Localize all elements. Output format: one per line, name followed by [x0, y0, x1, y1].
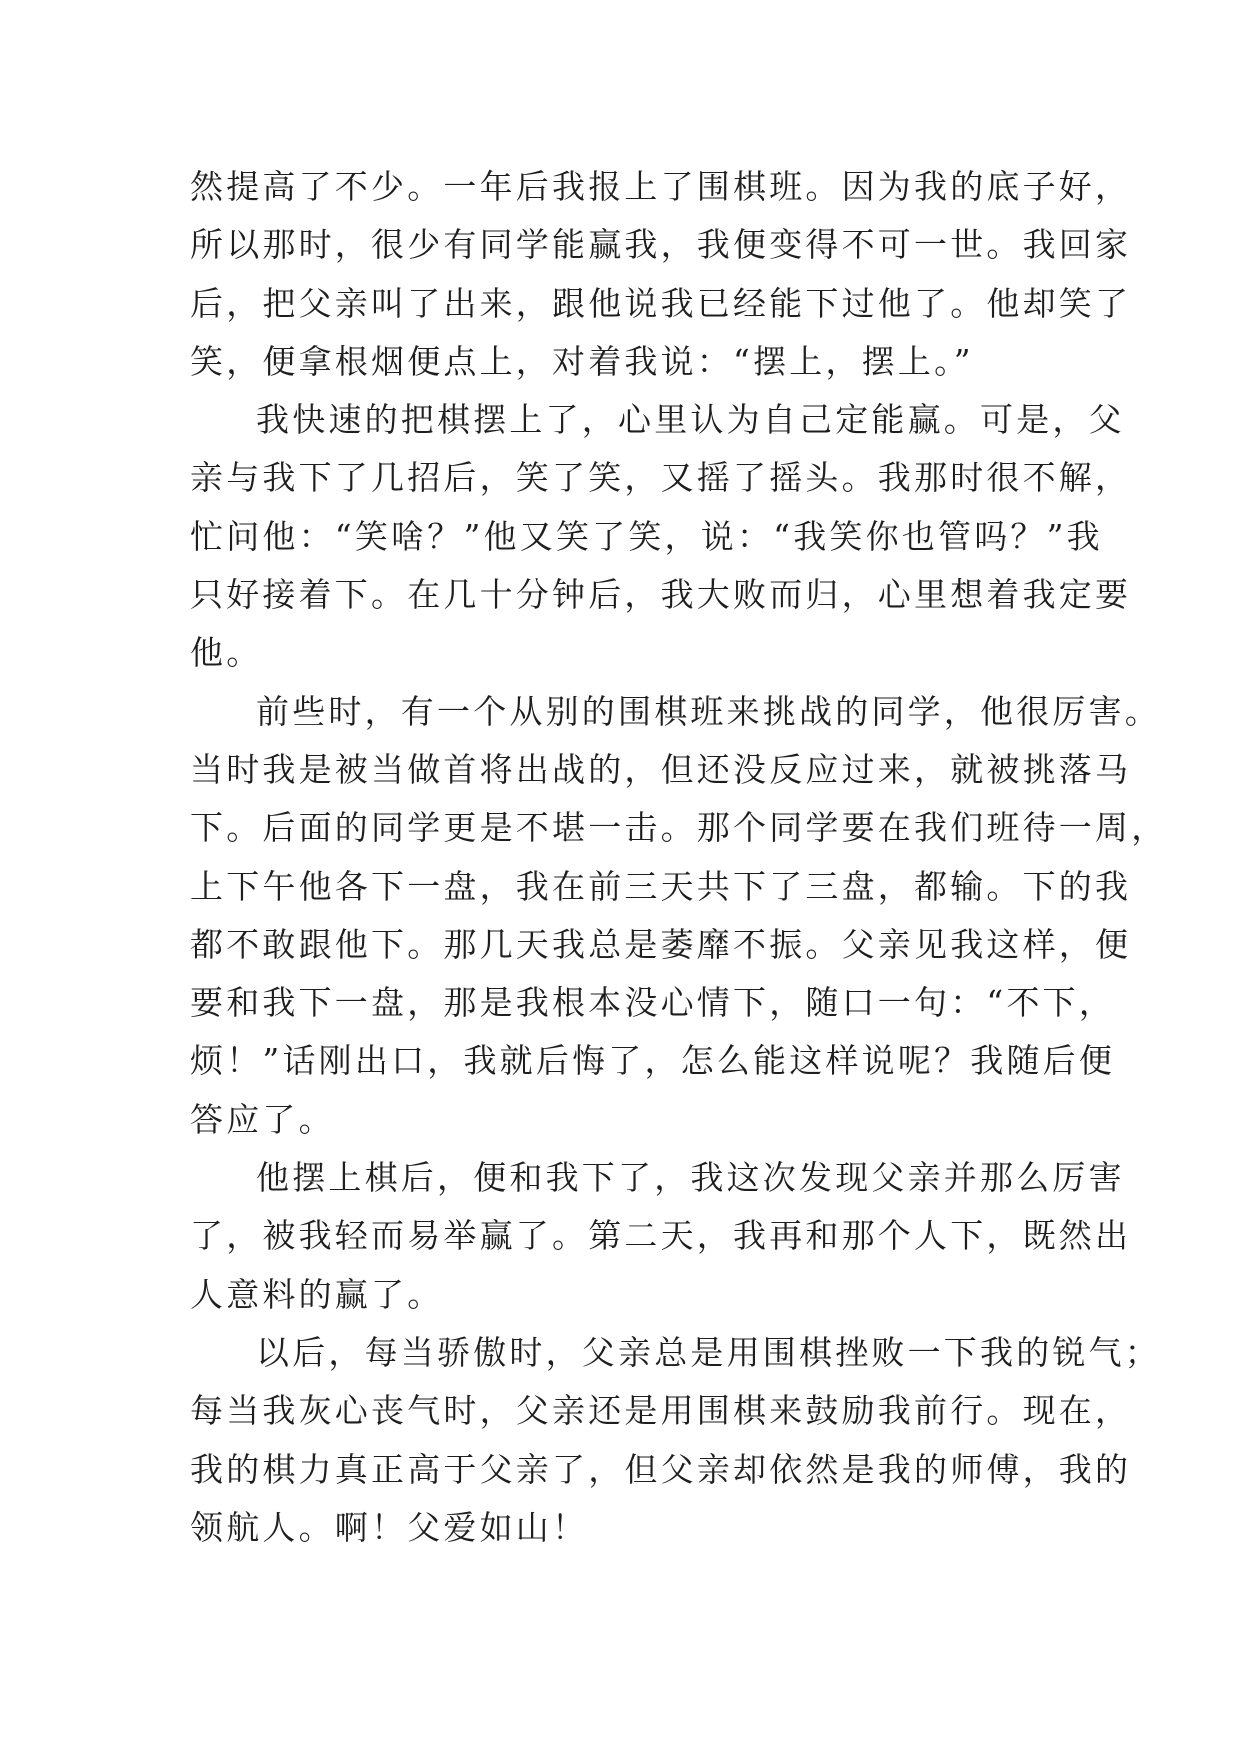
text-line: 后，把父亲叫了出来，跟他说我已经能下过他了。他却笑了 [190, 283, 1132, 323]
text-line: 要和我下一盘，那是我根本没心情下，随口一句：“不下， [190, 983, 1116, 1023]
text-line: 我快速的把棋摆上了，心里认为自己定能赢。可是，父 [256, 400, 1125, 440]
text-line: 了，被我轻而易举赢了。第二天，我再和那个人下，既然出 [190, 1216, 1132, 1256]
paragraph [190, 1324, 1161, 1557]
text-line: 前些时，有一个从别的围棋班来挑战的同学，他很厉害。 [256, 691, 1161, 731]
text-line: 我的棋力真正高于父亲了，但父亲却依然是我的师傅，我的 [190, 1449, 1132, 1489]
paragraph [190, 391, 1132, 682]
text-line: 笑，便拿根烟便点上，对着我说：“摆上，摆上。” [190, 341, 974, 381]
text-line: 上下午他各下一盘，我在前三天共下了三盘，都输。下的我 [190, 866, 1132, 906]
text-line: 亲与我下了几招后，笑了笑，又摇了摇头。我那时很不解， [190, 458, 1132, 498]
paragraph [190, 683, 1168, 1149]
text-line: 以后，每当骄傲时，父亲总是用围棋挫败一下我的锐气； [256, 1332, 1161, 1372]
document-body [190, 158, 1168, 1557]
text-line: 每当我灰心丧气时，父亲还是用围棋来鼓励我前行。现在， [190, 1391, 1132, 1431]
text-line: 下。后面的同学更是不堪一击。那个同学要在我们班待一周， [190, 808, 1168, 848]
text-line: 只好接着下。在几十分钟后，我大败而归，心里想着我定要 [190, 575, 1132, 615]
text-line: 人意料的赢了。 [190, 1274, 444, 1314]
text-line: 然提高了不少。一年后我报上了围棋班。因为我的底子好， [190, 167, 1132, 206]
text-line: 领航人。啊！父爱如山！ [190, 1507, 589, 1547]
text-line: 都不敢跟他下。那几天我总是萎靡不振。父亲见我这样，便 [190, 924, 1132, 964]
text-line: 他。 [190, 633, 263, 673]
paragraph [190, 158, 1132, 391]
text-line: 所以那时，很少有同学能赢我，我便变得不可一世。我回家 [190, 225, 1132, 265]
text-line: 他摆上棋后，便和我下了，我这次发现父亲并那么厉害 [256, 1158, 1125, 1198]
text-line: 当时我是被当做首将出战的，但还没反应过来，就被挑落马 [190, 749, 1132, 789]
text-line: 答应了。 [190, 1099, 335, 1139]
text-line: 忙问他：“笑啥？”他又笑了笑，说：“我笑你也管吗？”我 [190, 516, 1103, 556]
text-line: 烦！”话刚出口，我就后悔了，怎么能这样说呢？我随后便 [190, 1041, 1116, 1081]
paragraph [190, 1149, 1132, 1324]
